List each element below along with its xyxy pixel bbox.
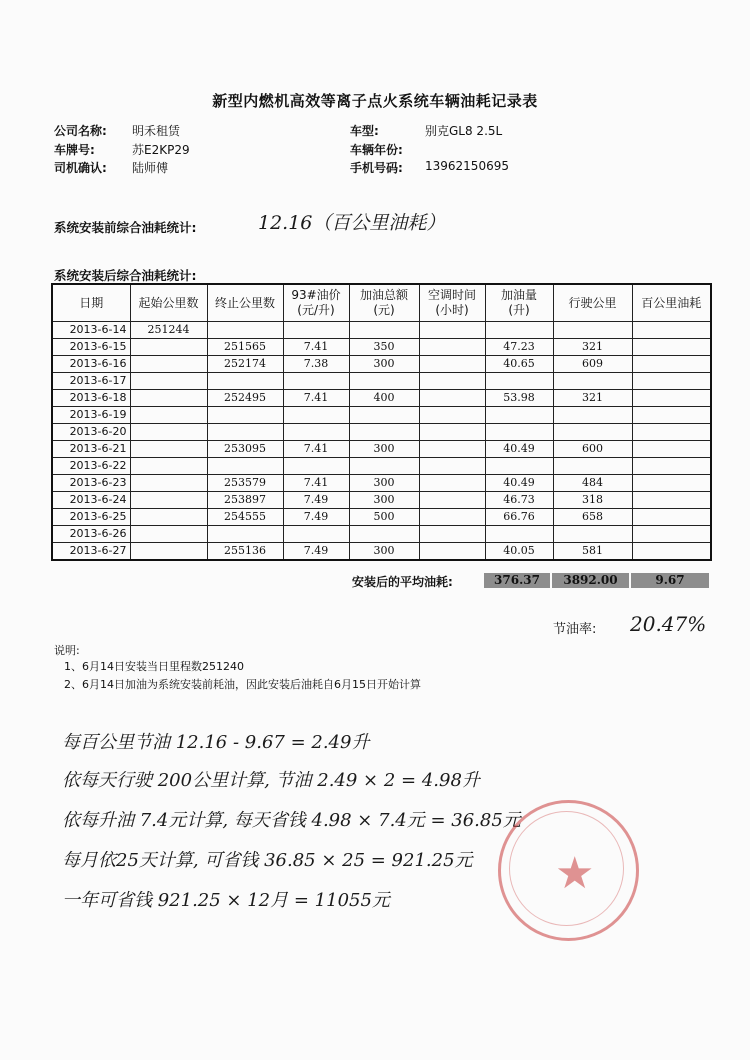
- notes-item-2: 2、6月14日加油为系统安装前耗油，因此安装后油耗自6月15日开始计算: [64, 678, 421, 691]
- cell-consumption: [632, 475, 711, 492]
- handwritten-line-3: 依每升油 7.4元计算, 每天省钱 4.98 × 7.4元 = 36.85元: [62, 810, 521, 831]
- cell-distance: 609: [553, 356, 632, 373]
- cell-fuel-amount: 350: [349, 339, 419, 356]
- cell-ac-time: [419, 373, 485, 390]
- cell-consumption: [632, 492, 711, 509]
- cell-fuel-price: 7.41: [283, 475, 349, 492]
- cell-ac-time: [419, 543, 485, 561]
- header-fuel-amount: [349, 284, 419, 322]
- cell-date: 2013-6-19: [52, 407, 130, 424]
- header-fuel-amount-text: 加油总额 (元): [359, 288, 408, 317]
- cell-fuel-amount: [349, 373, 419, 390]
- cell-fuel-amount: 500: [349, 509, 419, 526]
- company-value: 明禾租赁: [132, 124, 181, 138]
- cell-fuel-amount: [349, 424, 419, 441]
- cell-fuel-amount: [349, 407, 419, 424]
- seal-star-icon: ★: [555, 848, 595, 899]
- driver-value: 陆师傅: [132, 161, 169, 175]
- cell-start-km: [130, 339, 207, 356]
- cell-distance: 658: [553, 509, 632, 526]
- cell-start-km: [130, 424, 207, 441]
- table-row: [52, 373, 711, 390]
- cell-consumption: [632, 526, 711, 543]
- cell-fuel-volume: 66.76: [485, 509, 553, 526]
- cell-distance: [553, 322, 632, 339]
- cell-ac-time: [419, 475, 485, 492]
- before-label: 系统安装前综合油耗统计:: [54, 220, 197, 235]
- cell-ac-time: [419, 322, 485, 339]
- cell-fuel-volume: [485, 407, 553, 424]
- table-row: [52, 441, 711, 458]
- year-label: 车辆年份:: [350, 143, 403, 157]
- cell-end-km: 252495: [207, 390, 283, 407]
- company-seal-inner-ring: [509, 811, 624, 926]
- cell-date: 2013-6-15: [52, 339, 130, 356]
- cell-consumption: [632, 356, 711, 373]
- cell-date: 2013-6-17: [52, 373, 130, 390]
- cell-distance: 484: [553, 475, 632, 492]
- cell-end-km: [207, 424, 283, 441]
- cell-ac-time: [419, 526, 485, 543]
- table-row: [52, 390, 711, 407]
- cell-distance: [553, 424, 632, 441]
- summary-total-fuel: 376.37: [484, 573, 550, 588]
- table-row: [52, 407, 711, 424]
- cell-distance: 581: [553, 543, 632, 561]
- cell-consumption: [632, 322, 711, 339]
- cell-date: 2013-6-21: [52, 441, 130, 458]
- cell-date: 2013-6-16: [52, 356, 130, 373]
- cell-date: 2013-6-23: [52, 475, 130, 492]
- cell-end-km: 253095: [207, 441, 283, 458]
- table-row: [52, 458, 711, 475]
- table-row: [52, 526, 711, 543]
- header-fuel-price-text: 93#油价 (元/升): [291, 288, 341, 317]
- cell-fuel-price: 7.41: [283, 339, 349, 356]
- handwritten-line-2: 依每天行驶 200公里计算, 节油 2.49 × 2 = 4.98升: [62, 770, 480, 791]
- table-row: [52, 509, 711, 526]
- cell-consumption: [632, 509, 711, 526]
- table-row: [52, 424, 711, 441]
- cell-start-km: [130, 509, 207, 526]
- header-distance: 行驶公里: [553, 284, 632, 322]
- cell-ac-time: [419, 407, 485, 424]
- cell-start-km: [130, 407, 207, 424]
- cell-start-km: [130, 373, 207, 390]
- cell-fuel-volume: 46.73: [485, 492, 553, 509]
- header-start-km: 起始公里数: [130, 284, 207, 322]
- cell-distance: 600: [553, 441, 632, 458]
- notes-item-1: 1、6月14日安装当日里程数251240: [64, 660, 244, 673]
- cell-date: 2013-6-22: [52, 458, 130, 475]
- summary-total-km: 3892.00: [552, 573, 629, 588]
- cell-fuel-price: 7.41: [283, 390, 349, 407]
- company-seal-stamp: [498, 800, 639, 941]
- saving-handwritten-value: 20.47%: [630, 612, 707, 636]
- cell-consumption: [632, 373, 711, 390]
- cell-start-km: 251244: [130, 322, 207, 339]
- cell-date: 2013-6-27: [52, 543, 130, 561]
- cell-end-km: [207, 526, 283, 543]
- cell-date: 2013-6-24: [52, 492, 130, 509]
- cell-end-km: [207, 458, 283, 475]
- cell-fuel-volume: 53.98: [485, 390, 553, 407]
- header-fuel-volume-text: 加油量 (升): [500, 288, 537, 317]
- cell-fuel-price: [283, 373, 349, 390]
- cell-distance: 321: [553, 339, 632, 356]
- summary-avg-consumption: 9.67: [631, 573, 709, 588]
- cell-fuel-price: [283, 322, 349, 339]
- cell-start-km: [130, 441, 207, 458]
- cell-end-km: 253579: [207, 475, 283, 492]
- document-title: 新型内燃机高效等离子点火系统车辆油耗记录表: [212, 92, 538, 110]
- cell-date: 2013-6-26: [52, 526, 130, 543]
- cell-fuel-amount: 300: [349, 356, 419, 373]
- summary-label: 安装后的平均油耗:: [352, 575, 453, 589]
- table-row: [52, 492, 711, 509]
- cell-consumption: [632, 441, 711, 458]
- cell-fuel-price: 7.49: [283, 543, 349, 561]
- cell-fuel-price: [283, 458, 349, 475]
- cell-fuel-price: 7.38: [283, 356, 349, 373]
- cell-fuel-volume: [485, 526, 553, 543]
- model-label: 车型:: [350, 124, 379, 138]
- cell-consumption: [632, 339, 711, 356]
- cell-date: 2013-6-25: [52, 509, 130, 526]
- header-date: 日期: [52, 284, 130, 322]
- cell-fuel-volume: [485, 424, 553, 441]
- handwritten-line-1: 每百公里节油 12.16 - 9.67 = 2.49升: [62, 732, 370, 753]
- phone-value: 13962150695: [425, 159, 509, 173]
- cell-ac-time: [419, 390, 485, 407]
- cell-end-km: 253897: [207, 492, 283, 509]
- table-row: [52, 356, 711, 373]
- cell-fuel-volume: [485, 322, 553, 339]
- cell-fuel-amount: 300: [349, 492, 419, 509]
- cell-distance: 321: [553, 390, 632, 407]
- cell-end-km: 254555: [207, 509, 283, 526]
- cell-ac-time: [419, 509, 485, 526]
- cell-fuel-amount: 400: [349, 390, 419, 407]
- cell-end-km: 252174: [207, 356, 283, 373]
- handwritten-line-4: 每月依25天计算, 可省钱 36.85 × 25 = 921.25元: [62, 850, 473, 871]
- cell-fuel-price: 7.41: [283, 441, 349, 458]
- cell-end-km: [207, 373, 283, 390]
- cell-start-km: [130, 475, 207, 492]
- cell-consumption: [632, 424, 711, 441]
- table-row: [52, 322, 711, 339]
- cell-start-km: [130, 526, 207, 543]
- cell-fuel-volume: [485, 458, 553, 475]
- cell-fuel-price: 7.49: [283, 509, 349, 526]
- cell-ac-time: [419, 339, 485, 356]
- after-label: 系统安装后综合油耗统计:: [54, 268, 197, 283]
- cell-end-km: [207, 407, 283, 424]
- cell-fuel-volume: [485, 373, 553, 390]
- cell-fuel-price: 7.49: [283, 492, 349, 509]
- cell-start-km: [130, 356, 207, 373]
- cell-fuel-amount: [349, 526, 419, 543]
- header-fuel-price: [283, 284, 349, 322]
- cell-start-km: [130, 390, 207, 407]
- cell-fuel-price: [283, 526, 349, 543]
- driver-label: 司机确认:: [54, 161, 107, 175]
- cell-consumption: [632, 407, 711, 424]
- company-label: 公司名称:: [54, 124, 107, 138]
- cell-fuel-amount: [349, 458, 419, 475]
- handwritten-line-5: 一年可省钱 921.25 × 12月 = 11055元: [62, 890, 390, 911]
- cell-consumption: [632, 458, 711, 475]
- table-row: [52, 475, 711, 492]
- cell-ac-time: [419, 356, 485, 373]
- header-ac-time-text: 空调时间 (小时): [427, 288, 476, 317]
- cell-start-km: [130, 492, 207, 509]
- cell-ac-time: [419, 441, 485, 458]
- cell-fuel-amount: [349, 322, 419, 339]
- cell-end-km: 255136: [207, 543, 283, 561]
- cell-date: 2013-6-20: [52, 424, 130, 441]
- cell-ac-time: [419, 492, 485, 509]
- cell-distance: [553, 526, 632, 543]
- cell-distance: 318: [553, 492, 632, 509]
- header-consumption: 百公里油耗: [632, 284, 711, 322]
- header-fuel-volume: [485, 284, 553, 322]
- cell-fuel-volume: 47.23: [485, 339, 553, 356]
- cell-fuel-amount: 300: [349, 543, 419, 561]
- cell-end-km: [207, 322, 283, 339]
- plate-label: 车牌号:: [54, 143, 95, 157]
- cell-ac-time: [419, 424, 485, 441]
- model-value: 别克GL8 2.5L: [425, 124, 503, 138]
- cell-end-km: 251565: [207, 339, 283, 356]
- table-row: [52, 543, 711, 561]
- cell-fuel-amount: 300: [349, 441, 419, 458]
- header-end-km: 终止公里数: [207, 284, 283, 322]
- header-ac-time: [419, 284, 485, 322]
- cell-distance: [553, 407, 632, 424]
- cell-distance: [553, 458, 632, 475]
- table-row: [52, 339, 711, 356]
- cell-start-km: [130, 458, 207, 475]
- cell-consumption: [632, 543, 711, 561]
- before-handwritten-value: 12.16（百公里油耗）: [258, 212, 446, 234]
- cell-fuel-price: [283, 424, 349, 441]
- cell-date: 2013-6-14: [52, 322, 130, 339]
- cell-fuel-volume: 40.49: [485, 441, 553, 458]
- cell-fuel-amount: 300: [349, 475, 419, 492]
- table-header-row: [52, 284, 711, 322]
- cell-fuel-volume: 40.65: [485, 356, 553, 373]
- cell-consumption: [632, 390, 711, 407]
- plate-value: 苏E2KP29: [132, 143, 190, 157]
- cell-distance: [553, 373, 632, 390]
- cell-fuel-volume: 40.49: [485, 475, 553, 492]
- notes-heading: 说明:: [54, 644, 80, 657]
- saving-label: 节油率:: [553, 622, 597, 637]
- cell-date: 2013-6-18: [52, 390, 130, 407]
- phone-label: 手机号码:: [350, 161, 403, 175]
- cell-start-km: [130, 543, 207, 561]
- cell-fuel-volume: 40.05: [485, 543, 553, 561]
- fuel-log-table: [51, 283, 712, 561]
- cell-ac-time: [419, 458, 485, 475]
- cell-fuel-price: [283, 407, 349, 424]
